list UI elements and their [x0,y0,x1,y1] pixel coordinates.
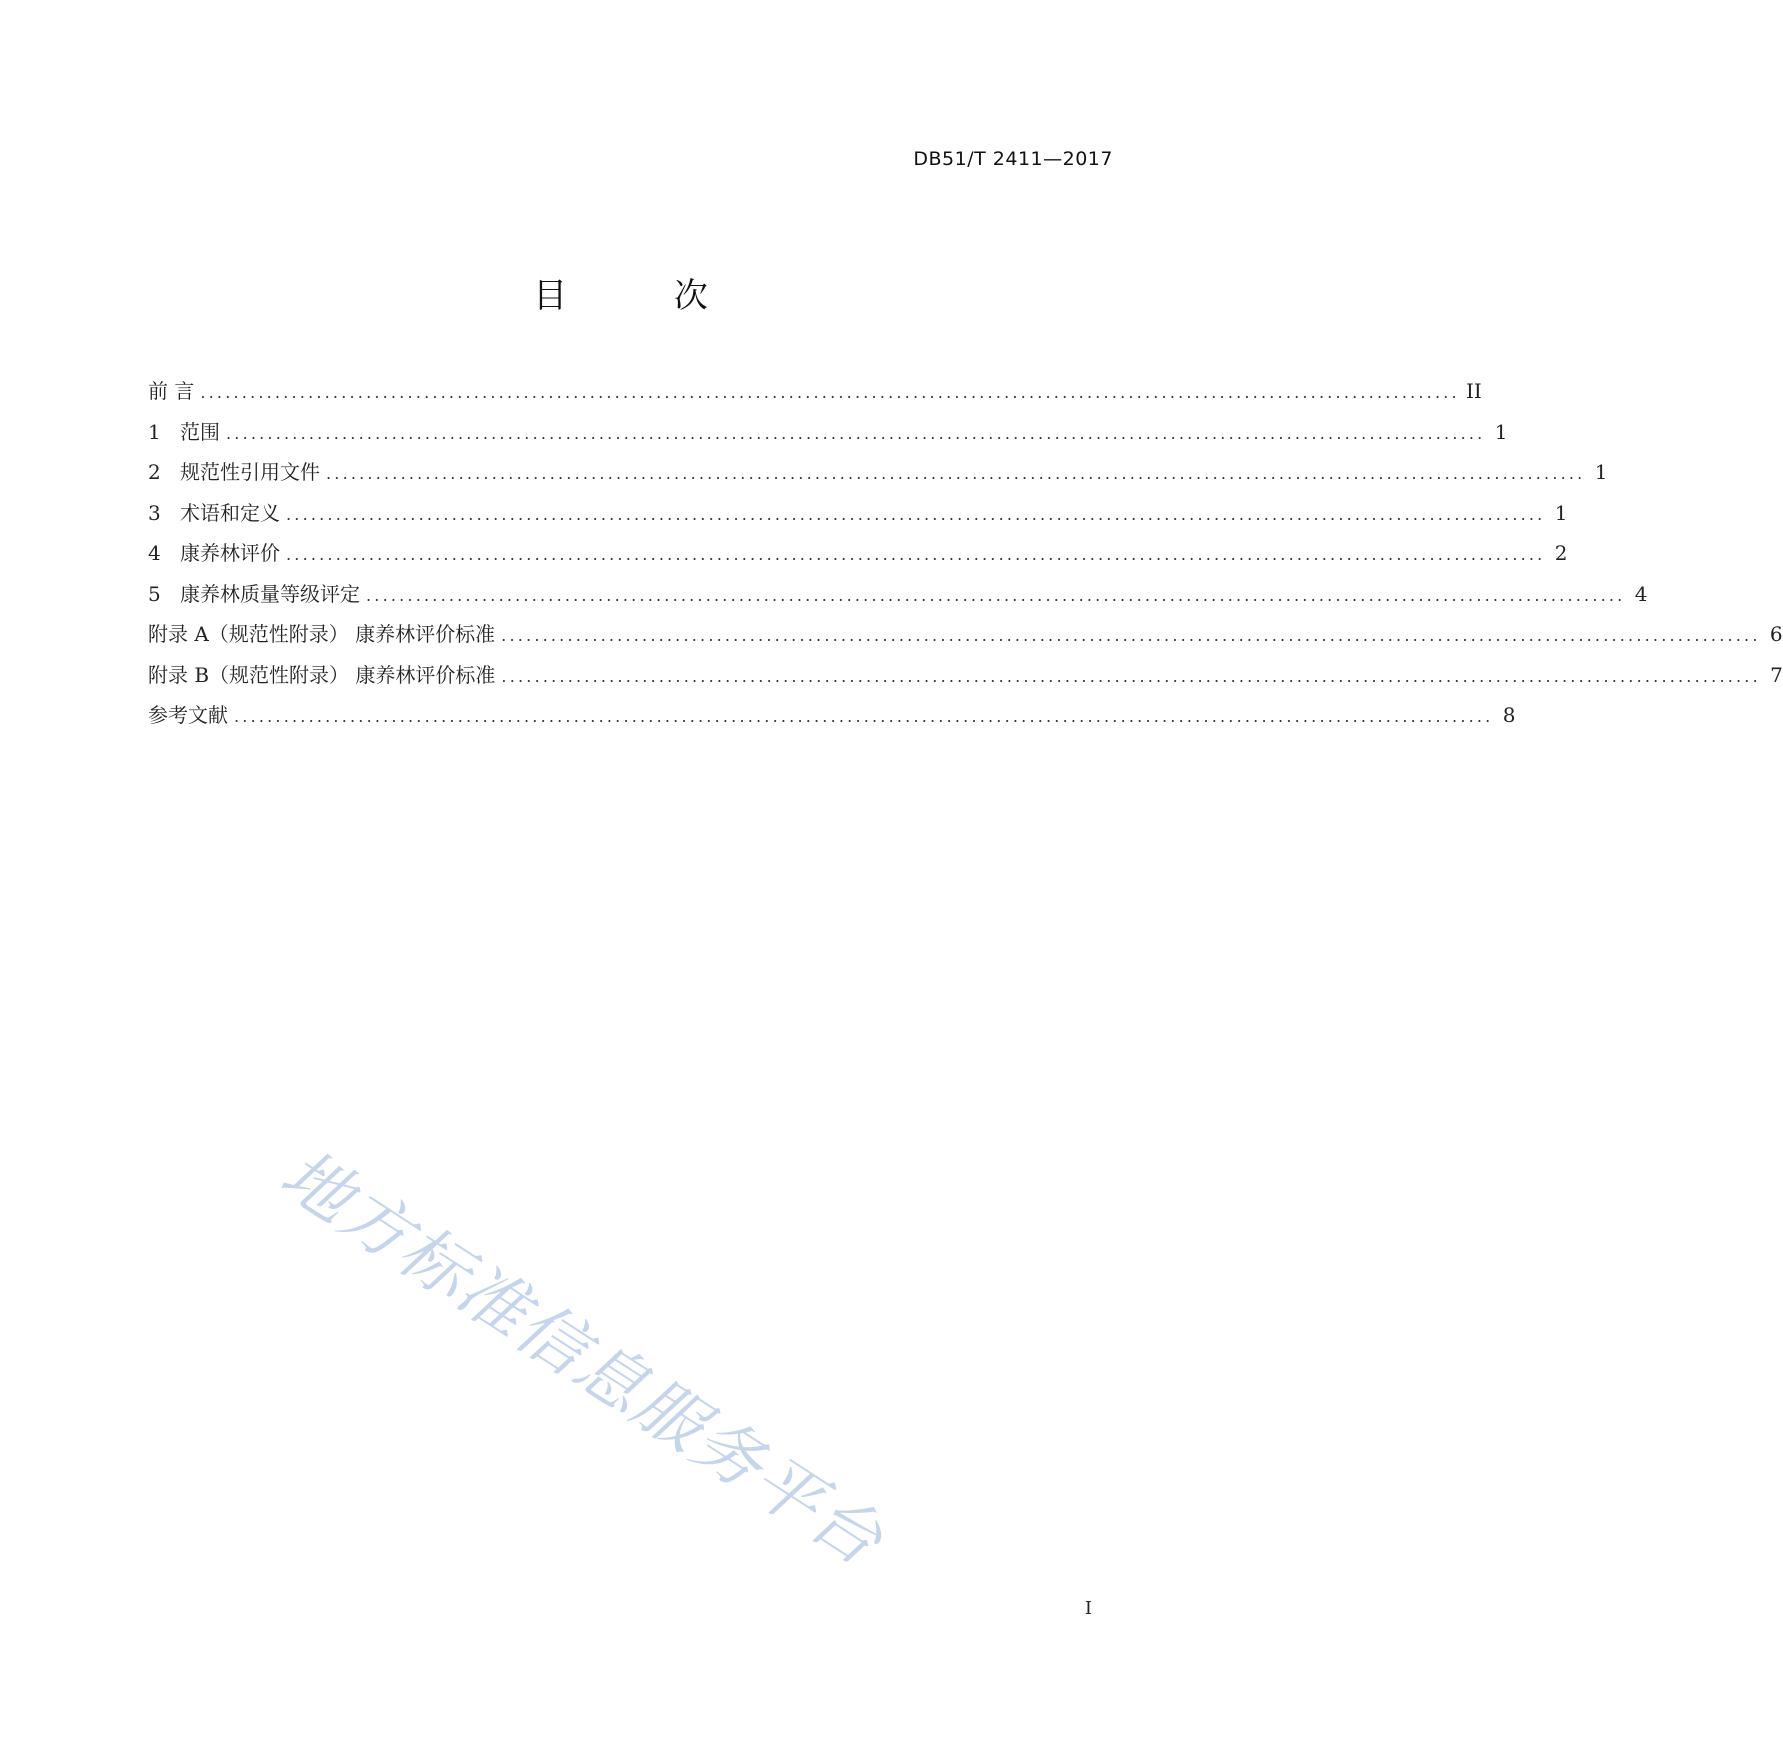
toc-entry-page: 1 [1554,500,1568,525]
document-code: DB51/T 2411—2017 [913,148,1113,170]
toc-entry-quality-grading[interactable] [148,574,1648,615]
page-number: I [1084,1598,1092,1619]
toc-entry-page: 8 [1502,703,1516,727]
toc-entry-normative-references[interactable] [148,452,1608,493]
toc-entry-label: 术语和定义 [180,500,280,525]
toc-entry-number: 5 [148,581,161,606]
toc-entry-page: 1 [1594,460,1608,484]
toc-entry-number: 4 [148,541,161,565]
toc-leader-dots: ........................................................................................................................................................ [226,423,1486,443]
toc-entry-bibliography[interactable] [148,695,1516,736]
toc-entry-terms-definitions[interactable] [148,493,1568,534]
toc-entry-label: 规范性引用文件 [180,460,320,484]
toc-entry-page: 4 [1634,581,1648,606]
toc-leader-dots: ........................................................................................................................................................ [501,666,1761,686]
toc-entry-page: 1 [1494,419,1508,444]
table-of-contents [148,371,1783,736]
toc-entry-label: 附录 A（规范性附录） 康养林评价标准 [148,622,496,646]
toc-entry-number: 1 [148,419,161,444]
toc-entry-page: 2 [1554,541,1568,565]
toc-entry-appendix-a[interactable] [148,614,1783,655]
toc-entry-page: 6 [1769,622,1783,646]
toc-entry-page: 7 [1770,662,1783,687]
toc-entry-page: II [1466,379,1482,403]
toc-entry-label: 参考文献 [148,703,228,727]
toc-entry-foreword[interactable] [148,371,1482,412]
toc-entry-label: 前 言 [148,379,195,403]
watermark-text: 地方标准信息服务平台 [266,1134,897,1583]
toc-entry-appendix-b[interactable] [148,655,1783,696]
toc-entry-number: 3 [148,500,161,525]
toc-entry-label: 康养林评价 [180,541,280,565]
toc-leader-dots: ........................................................................................................................................................ [234,707,1494,726]
toc-entry-scope[interactable] [148,412,1508,453]
toc-leader-dots: ........................................................................................................................................................ [501,626,1761,645]
toc-entry-forest-evaluation[interactable] [148,533,1568,574]
toc-leader-dots: ........................................................................................................................................................ [200,383,1460,402]
toc-leader-dots: ........................................................................................................................................................ [286,504,1546,524]
toc-entry-number: 2 [148,460,161,484]
toc-entry-label: 范围 [180,419,220,444]
toc-entry-label: 附录 B（规范性附录） 康养林评价标准 [148,662,496,687]
toc-leader-dots: ........................................................................................................................................................ [366,585,1626,605]
toc-leader-dots: ........................................................................................................................................................ [286,545,1546,564]
page-title: 目 次 [533,276,756,316]
toc-leader-dots: ........................................................................................................................................................ [326,464,1586,483]
toc-entry-label: 康养林质量等级评定 [180,581,360,606]
